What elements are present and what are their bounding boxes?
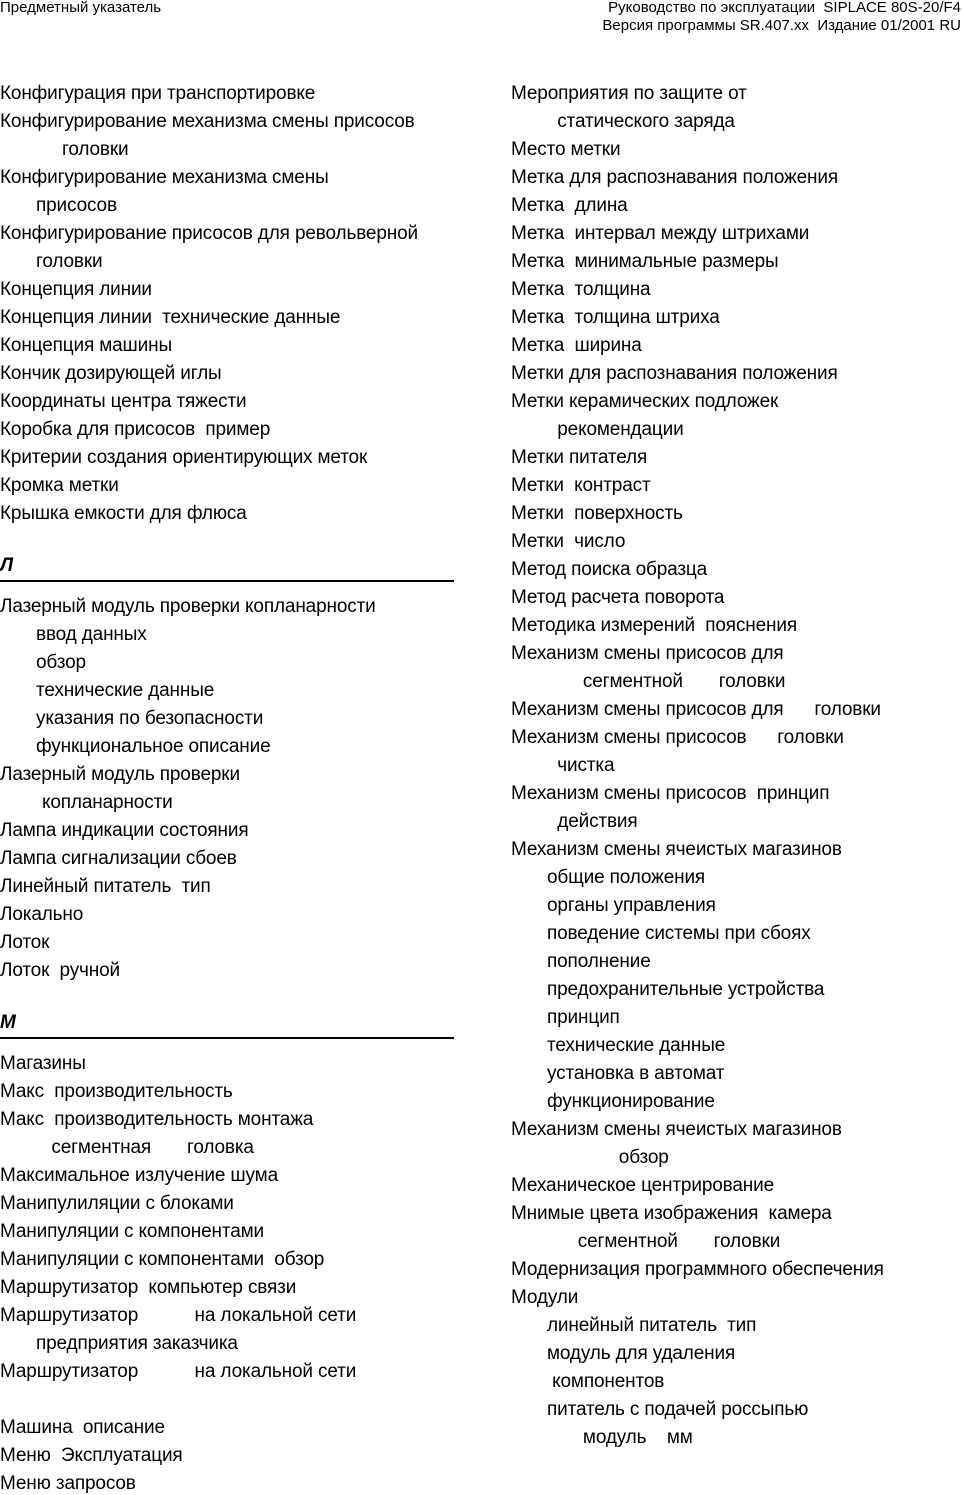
index-entry: Метка длина <box>511 195 628 216</box>
index-subentry: рекомендации <box>547 419 684 440</box>
index-entry: Локально <box>0 904 84 925</box>
index-entry: Макс производительность монтажа <box>0 1109 314 1130</box>
index-entry: Крышка емкости для флюса <box>0 503 247 524</box>
index-subentry: модуль для удаления <box>547 1343 736 1364</box>
index-subentry: принцип <box>547 1007 620 1028</box>
index-subentry: модуль мм <box>547 1427 693 1448</box>
index-subentry: предохранительные устройства <box>547 979 825 1000</box>
index-subentry: копланарности <box>42 792 173 813</box>
index-subentry: поведение системы при сбоях <box>547 923 811 944</box>
manual-title: Руководство по эксплуатации SIPLACE 80S-20/F4 <box>608 0 961 16</box>
index-entry: Манипуляции с компонентами обзор <box>0 1249 325 1270</box>
index-entry: Линейный питатель тип <box>0 876 211 897</box>
index-entry: Машина описание <box>0 1417 165 1438</box>
index-subentry: обзор <box>547 1147 669 1168</box>
index-entry: Меню Эксплуатация <box>0 1445 183 1466</box>
index-subentry: функциональное описание <box>36 736 271 757</box>
index-entry: Механическое центрирование <box>511 1175 775 1196</box>
index-entry: Механизм смены ячеистых магазинов <box>511 1119 842 1140</box>
index-entry: Кромка метки <box>0 475 119 496</box>
index-entry: Маршрутизатор на локальной сети <box>0 1305 357 1326</box>
index-subentry: установка в автомат <box>547 1063 725 1084</box>
index-entry: Методика измерений пояснения <box>511 615 798 636</box>
index-subentry: органы управления <box>547 895 716 916</box>
index-entry: Лазерный модуль проверки <box>0 764 240 785</box>
index-subentry: ввод данных <box>36 624 147 645</box>
index-subentry: головки <box>36 251 103 272</box>
index-subentry: компонентов <box>547 1371 665 1392</box>
index-entry: Механизм смены присосов головки <box>511 727 844 748</box>
index-entry: Маршрутизатор на локальной сети <box>0 1361 357 1382</box>
index-entry: Лампа индикации состояния <box>0 820 249 841</box>
index-subentry: обзор <box>36 652 86 673</box>
index-entry: Манипуляции с компонентами <box>0 1221 265 1242</box>
index-entry: Механизм смены ячеистых магазинов <box>511 839 842 860</box>
version-edition: Версия программы SR.407.xx Издание 01/2001 RU <box>602 17 961 34</box>
index-subentry: общие положения <box>547 867 706 888</box>
index-entry: Метки число <box>511 531 626 552</box>
index-subentry: присосов <box>36 195 117 216</box>
index-entry: Метка минимальные размеры <box>511 251 779 272</box>
index-entry: Метки поверхность <box>511 503 683 524</box>
index-entry: Концепция линии технические данные <box>0 307 341 328</box>
index-letter-heading: Л <box>0 555 454 582</box>
index-entry: Маршрутизатор компьютер связи <box>0 1277 297 1298</box>
index-subentry: функционирование <box>547 1091 715 1112</box>
index-entry: Критерии создания ориентирующих меток <box>0 447 368 468</box>
index-entry: Механизм смены присосов принцип <box>511 783 830 804</box>
running-header-section: Предметный указатель <box>0 0 162 16</box>
running-header-manual <box>602 0 961 35</box>
index-entry: Концепция линии <box>0 279 152 300</box>
index-entry: Метки керамических подложек <box>511 391 779 412</box>
index-subentry: линейный питатель тип <box>547 1315 757 1336</box>
index-entry: Конфигурирование присосов для револьверной <box>0 223 418 244</box>
index-entry: Конфигурирование механизма смены присосов <box>0 111 415 132</box>
index-entry: Метки контраст <box>511 475 651 496</box>
index-entry: Лазерный модуль проверки копланарности <box>0 596 376 617</box>
index-subentry: пополнение <box>547 951 651 972</box>
index-subentry: сегментной головки <box>547 671 786 692</box>
index-entry: Кончик дозирующей иглы <box>0 363 222 384</box>
index-entry: Метки питателя <box>511 447 648 468</box>
index-entry: Метка ширина <box>511 335 642 356</box>
index-subentry: указания по безопасности <box>36 708 264 729</box>
index-entry: Максимальное излучение шума <box>0 1165 278 1186</box>
index-entry: Коробка для присосов пример <box>0 419 271 440</box>
index-subentry: чистка <box>547 755 615 776</box>
index-entry: Концепция машины <box>0 335 172 356</box>
index-entry: Лоток <box>0 932 50 953</box>
index-subentry: предприятия заказчика <box>36 1333 238 1354</box>
index-subentry: головки <box>62 139 129 160</box>
index-entry: Лоток ручной <box>0 960 121 981</box>
index-entry: Макс производительность <box>0 1081 233 1102</box>
index-entry: Магазины <box>0 1053 86 1074</box>
index-entry: Модули <box>511 1287 579 1308</box>
index-entry: Метод поиска образца <box>511 559 708 580</box>
index-entry: Механизм смены присосов для головки <box>511 699 881 720</box>
index-entry: Метки для распознавания положения <box>511 363 838 384</box>
index-entry: Метод расчета поворота <box>511 587 725 608</box>
index-entry: Мероприятия по защите от <box>511 83 747 104</box>
index-subentry: действия <box>547 811 638 832</box>
index-entry: Координаты центра тяжести <box>0 391 247 412</box>
index-entry: Метка толщина <box>511 279 651 300</box>
index-entry: Мнимые цвета изображения камера <box>511 1203 832 1224</box>
index-subentry: статического заряда <box>547 111 735 132</box>
index-letter-heading: М <box>0 1012 454 1039</box>
index-entry: Меню запросов <box>0 1473 136 1494</box>
index-subentry: сегментная головка <box>36 1137 254 1158</box>
index-entry: Конфигурация при транспортировке <box>0 83 316 104</box>
index-entry: Метка интервал между штрихами <box>511 223 810 244</box>
index-subentry: технические данные <box>36 680 215 701</box>
index-entry: Метка для распознавания положения <box>511 167 838 188</box>
index-entry: Модернизация программного обеспечения <box>511 1259 884 1280</box>
index-entry: Место метки <box>511 139 621 160</box>
index-entry: Метка толщина штриха <box>511 307 720 328</box>
index-entry: Конфигурирование механизма смены <box>0 167 329 188</box>
index-entry: Лампа сигнализации сбоев <box>0 848 237 869</box>
index-entry: Механизм смены присосов для <box>511 643 784 664</box>
index-entry: Манипулиляции с блоками <box>0 1193 234 1214</box>
index-subentry: питатель с подачей россыпью <box>547 1399 809 1420</box>
index-subentry: технические данные <box>547 1035 726 1056</box>
index-subentry: сегментной головки <box>547 1231 781 1252</box>
